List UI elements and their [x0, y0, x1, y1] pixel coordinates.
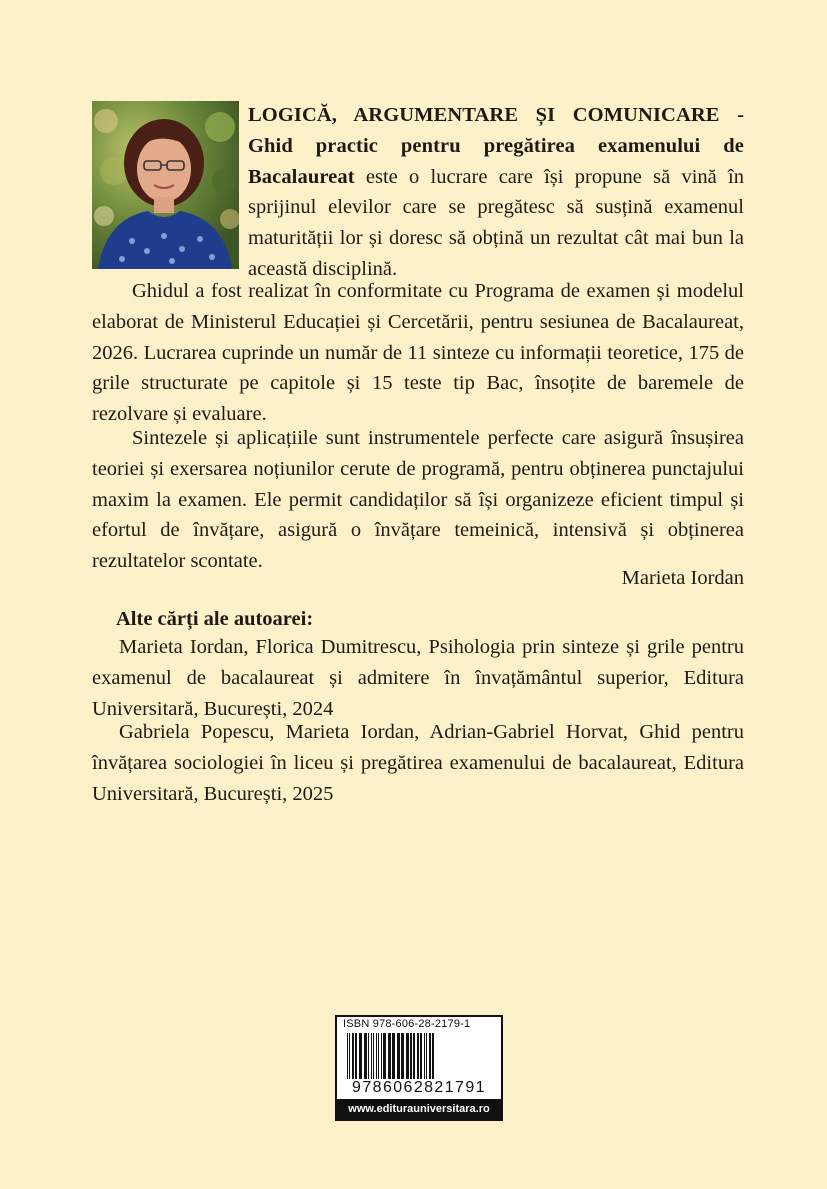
barcode-bar [349, 1033, 350, 1079]
barcode-bar [397, 1033, 400, 1079]
intro-text: este o lucrare care își propune să vină în sprijinul elevilor care se pregătesc să susțină examenul maturității lor și doresc să obțină un rezultat cât mai bun la această disciplină. [248, 165, 744, 280]
barcode-bar [429, 1033, 431, 1079]
book-title: LOGICĂ, ARGUMENTARE ȘI COMUNICARE - Ghid practic pentru pregătirea examenului de Bacalaureat [248, 104, 744, 188]
barcode-bar [392, 1033, 395, 1079]
barcode-bar [406, 1033, 409, 1079]
barcode-bars [341, 1033, 497, 1081]
barcode-bar [347, 1033, 348, 1079]
barcode-bar [426, 1033, 427, 1079]
other-books-heading: Alte cărți ale autoarei: [116, 608, 314, 630]
barcode-bar [376, 1033, 377, 1079]
isbn-barcode [335, 1015, 503, 1121]
author-photo [92, 101, 239, 269]
barcode-bar [410, 1033, 412, 1079]
barcode-bar [388, 1033, 391, 1079]
barcode-bar [413, 1033, 415, 1079]
barcode-bar [359, 1033, 362, 1079]
barcode-bar [401, 1033, 404, 1079]
barcode-bar [352, 1033, 354, 1079]
barcode-bar [381, 1033, 382, 1079]
barcode-bar [371, 1033, 372, 1079]
barcode-bar [355, 1033, 357, 1079]
barcode-bar [420, 1033, 422, 1079]
other-book-2: Gabriela Popescu, Marieta Iordan, Adrian-Gabriel Horvat, Ghid pentru învățarea sociologiei în liceu și pregătirea examenului de bacalaureat, Editura Universitară, București, 2025 [92, 721, 744, 805]
other-book-1: Marieta Iordan, Florica Dumitrescu, Psihologia prin sinteze și grile pentru examenul de bacalaureat și admitere în învațământul superior, Editura Universitară, București, 2024 [92, 636, 744, 720]
barcode-bar [432, 1033, 434, 1079]
barcode-bar [364, 1033, 367, 1079]
publisher-website: www.editurauniversitara.ro [337, 1099, 501, 1119]
barcode-bar [383, 1033, 386, 1079]
author-signature: Marieta Iordan [621, 567, 744, 589]
barcode-bar [373, 1033, 374, 1079]
isbn-label: ISBN 978-606-28-2179-1 [343, 1018, 471, 1030]
barcode-bar [424, 1033, 425, 1079]
barcode-digits: 9786062821791 [352, 1079, 486, 1096]
barcode-bar [378, 1033, 379, 1079]
intro-paragraph [248, 100, 744, 285]
barcode-bar [368, 1033, 369, 1079]
description-paragraph-2: Sintezele și aplicațiile sunt instrumentele perfecte care asigură însușirea teoriei și exersarea noțiunilor cerute de programă, pentru obținerea punctajului maxim la examen. Ele permit candidaților să își organizeze eficient timpul și efortul de învățare, asigură o învățare temeinică, intensivă și obținerea rezultatelor scontate. [92, 427, 744, 573]
barcode-bar [417, 1033, 419, 1079]
description-paragraph-1: Ghidul a fost realizat în conformitate cu Programa de examen și modelul elaborat de Ministerul Educației și Cercetării, pentru sesiunea de Bacalaureat, 2026. Lucrarea cuprinde un număr de 11 sinteze cu informații teoretice, 175 de grile structurate pe capitole și 15 teste tip Bac, însoțite de baremele de rezolvare și evaluare. [92, 280, 744, 426]
